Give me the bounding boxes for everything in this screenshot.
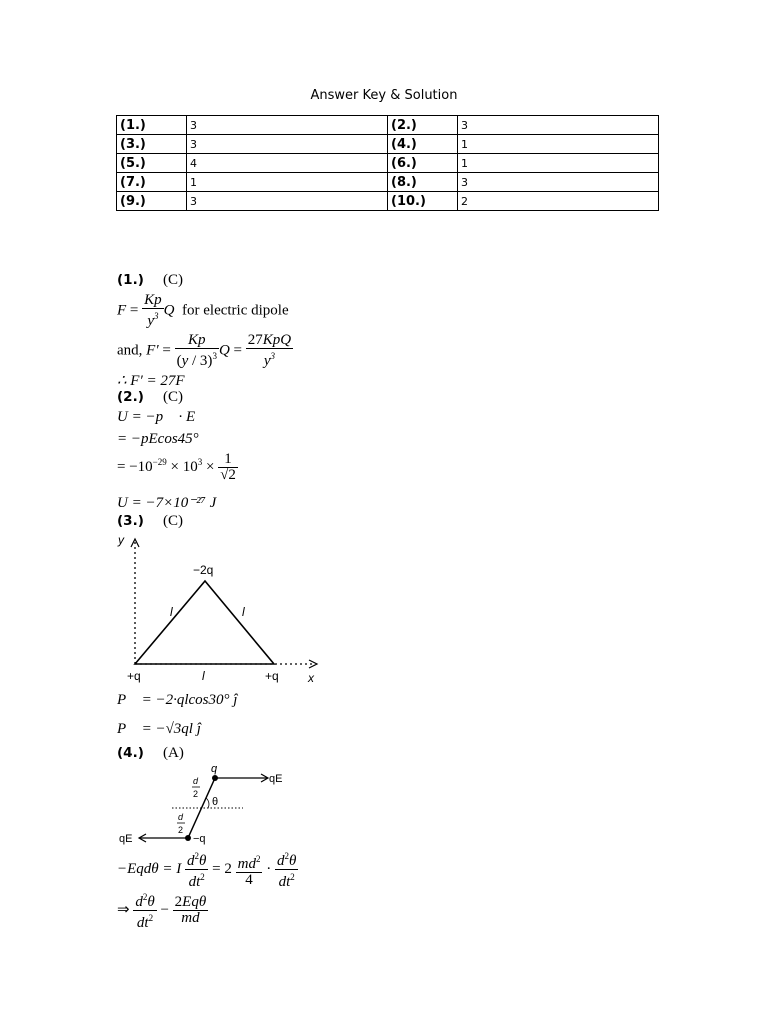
solution-1-option: (C): [163, 272, 183, 288]
question-number-cell: (1.): [117, 116, 187, 135]
solution-4-number: (4.): [117, 745, 144, 761]
angle-arc: [206, 798, 209, 808]
theta-label: θ: [212, 796, 219, 808]
charge-left-label: +q: [127, 669, 141, 683]
charge-q-label: q: [211, 763, 218, 775]
question-number-cell: (4.): [388, 135, 458, 154]
charge-neg-q-label: −q: [193, 833, 206, 845]
d-top-label: d: [193, 776, 199, 786]
question-number-cell: (10.): [388, 192, 458, 211]
x-axis-label: x: [308, 671, 314, 685]
question-number-cell: (6.): [388, 154, 458, 173]
side-left-label: l: [170, 605, 173, 619]
solution-4-line-2: ⇒ $\frac{d^2\theta}{dt^2}$ − $\frac{\text{2Eqθ}}{md}$: [117, 892, 207, 931]
solution-2-line-3: = $-10^{-29} \times 10^3$ × $\frac{1}{√2}$: [117, 451, 236, 483]
charge-right-label: +q: [265, 669, 279, 683]
d-bottom-label: d: [178, 812, 184, 822]
question-number-cell: (2.): [388, 116, 458, 135]
solution-1-formula-1: F = $\frac{Kp}{y^3}$ Q for electric dipole: [117, 292, 289, 329]
triangle-dipole-figure: [115, 530, 325, 690]
solution-1-for-text: for electric dipole: [182, 302, 289, 319]
solution-3-option: (C): [163, 513, 183, 529]
answer-key-row: [117, 173, 659, 192]
answer-cell: 3: [187, 192, 388, 211]
answer-cell: 1: [187, 173, 388, 192]
answer-key-row: [117, 116, 659, 135]
answer-cell: 3: [458, 116, 659, 135]
answer-cell: 2: [458, 192, 659, 211]
solution-3-line-2: P⃗ = −√3ql ĵ: [117, 721, 201, 737]
question-number-cell: (9.): [117, 192, 187, 211]
answer-cell: 4: [187, 154, 388, 173]
answer-key-table: [116, 115, 659, 211]
y-axis-label: y: [118, 533, 124, 547]
solution-2-line-4: U = −7×10⁻²⁷ J: [117, 495, 217, 511]
solution-2-line-1: U = −p⃗ · E⃗: [117, 409, 207, 425]
solution-3-line-1: P⃗ = −2·qlcos30° ĵ: [117, 692, 238, 708]
page-title: Answer Key & Solution: [310, 88, 458, 103]
answer-key-row: [117, 192, 659, 211]
rotating-dipole-figure: [115, 760, 295, 848]
solution-1-number: (1.): [117, 272, 144, 288]
question-number-cell: (8.): [388, 173, 458, 192]
solution-4-option: (A): [163, 745, 184, 761]
solution-3-number: (3.): [117, 513, 144, 529]
answer-key-row: [117, 135, 659, 154]
triangle: [135, 581, 274, 664]
solution-1-and-text: and,: [117, 342, 143, 359]
answer-key-row: [117, 154, 659, 173]
answer-cell: 3: [187, 116, 388, 135]
solution-1-formula-2: and, F′ = $\frac{Kp}{(y / 3)^3}$ Q = $\frac{\text{27KpQ}}{y^3}$: [117, 332, 292, 369]
two-top-label: 2: [193, 789, 199, 799]
answer-cell: 3: [458, 173, 659, 192]
question-number-cell: (3.): [117, 135, 187, 154]
solution-4-line-1: −Eqdθ = I $\frac{d^2\theta}{dt^2}$ = 2 $\frac{md^2}{4}$ · $\frac{d^2\theta}{dt^2}$: [117, 851, 297, 890]
solution-2-option: (C): [163, 389, 183, 405]
side-bottom-label: l: [202, 669, 205, 683]
solution-2-line-2: = −pEcos45°: [117, 431, 199, 447]
answer-cell: 3: [187, 135, 388, 154]
qE-right-label: qE: [269, 773, 283, 785]
solution-2-number: (2.): [117, 389, 144, 405]
charge-top-label: −2q: [193, 563, 214, 577]
side-right-label: l: [242, 605, 245, 619]
two-bottom-label: 2: [178, 825, 184, 835]
qE-left-label: qE: [119, 833, 133, 845]
answer-cell: 1: [458, 154, 659, 173]
question-number-cell: (7.): [117, 173, 187, 192]
answer-cell: 1: [458, 135, 659, 154]
solution-1-result: ∴ F′ = 27F: [117, 373, 185, 389]
question-number-cell: (5.): [117, 154, 187, 173]
